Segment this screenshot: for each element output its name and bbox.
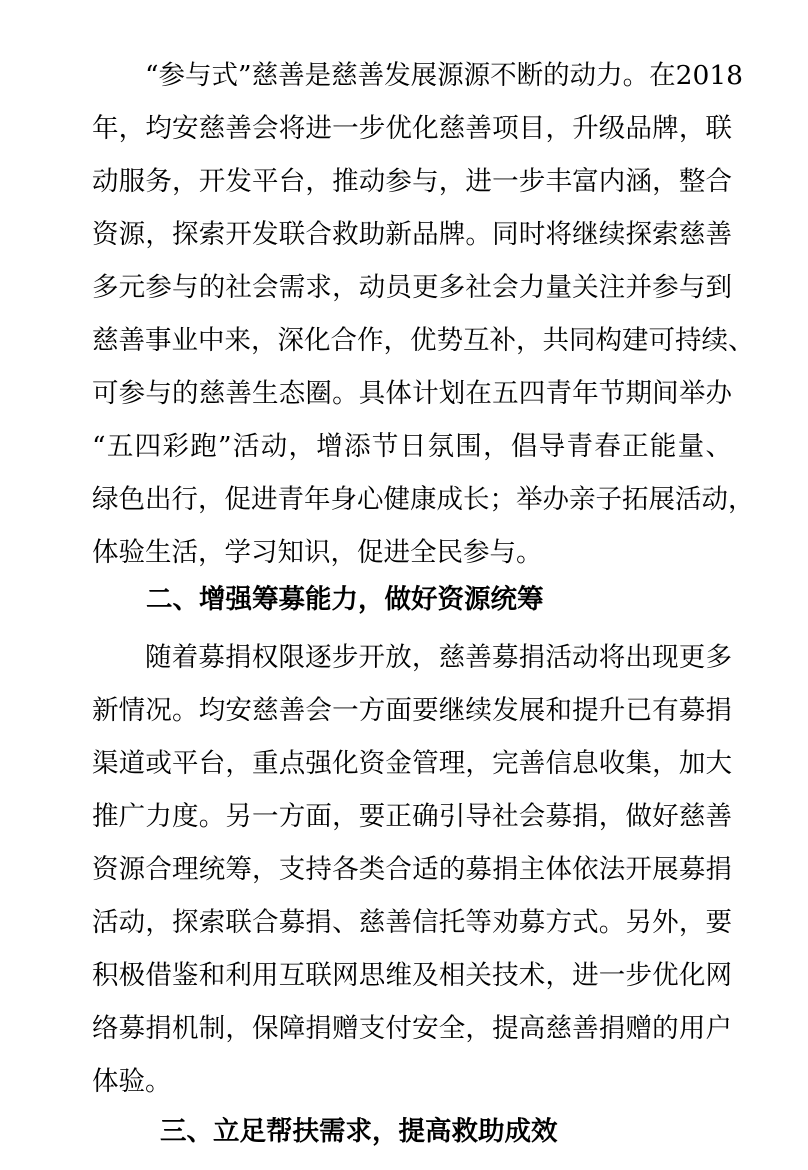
paragraph-line: 绿色出行，促进青年身心健康成长；举办亲子拓展活动， [92,484,755,515]
paragraph-line: 年，均安慈善会将进一步优化慈善项目，升级品牌，联 [92,113,732,144]
paragraph-line: “五四彩跑”活动，增添节日氛围，倡导青春正能量、 [92,431,732,462]
paragraph-line: 积极借鉴和利用互联网思维及相关技术，进一步优化网 [92,960,732,991]
paragraph-line: 体验生活，学习知识，促进全民参与。 [92,537,543,568]
paragraph-line: 随着募捐权限逐步开放，慈善募捐活动将出现更多 [145,642,732,673]
paragraph-line: “参与式”慈善是慈善发展源源不断的动力。在2018 [145,60,744,91]
paragraph-line: 可参与的慈善生态圈。具体计划在五四青年节期间举办 [92,378,732,409]
paragraph-line: 多元参与的社会需求，动员更多社会力量关注并参与到 [92,272,732,303]
paragraph-line: 新情况。均安慈善会一方面要继续发展和提升已有募捐 [92,695,732,726]
paragraph-line: 络募捐机制，保障捐赠支付安全，提高慈善捐赠的用户 [92,1013,732,1044]
section-heading: 二、增强筹募能力，做好资源统筹 [146,584,544,615]
paragraph-line: 资源，探索开发联合救助新品牌。同时将继续探索慈善 [92,219,732,250]
section-heading: 三、立足帮扶需求，提高救助成效 [160,1116,558,1147]
paragraph-line: 渠道或平台，重点强化资金管理，完善信息收集，加大 [92,748,732,779]
paragraph-line: 资源合理统筹，支持各类合适的募捐主体依法开展募捐 [92,854,732,885]
paragraph-line: 推广力度。另一方面，要正确引导社会募捐，做好慈善 [92,801,732,832]
paragraph-line: 慈善事业中来，深化合作，优势互补，共同构建可持续、 [92,325,755,356]
paragraph-line: 体验。 [92,1066,172,1097]
paragraph-line: 动服务，开发平台，推动参与，进一步丰富内涵，整合 [92,166,732,197]
paragraph-line: 活动，探索联合募捐、慈善信托等劝募方式。另外，要 [92,907,732,938]
